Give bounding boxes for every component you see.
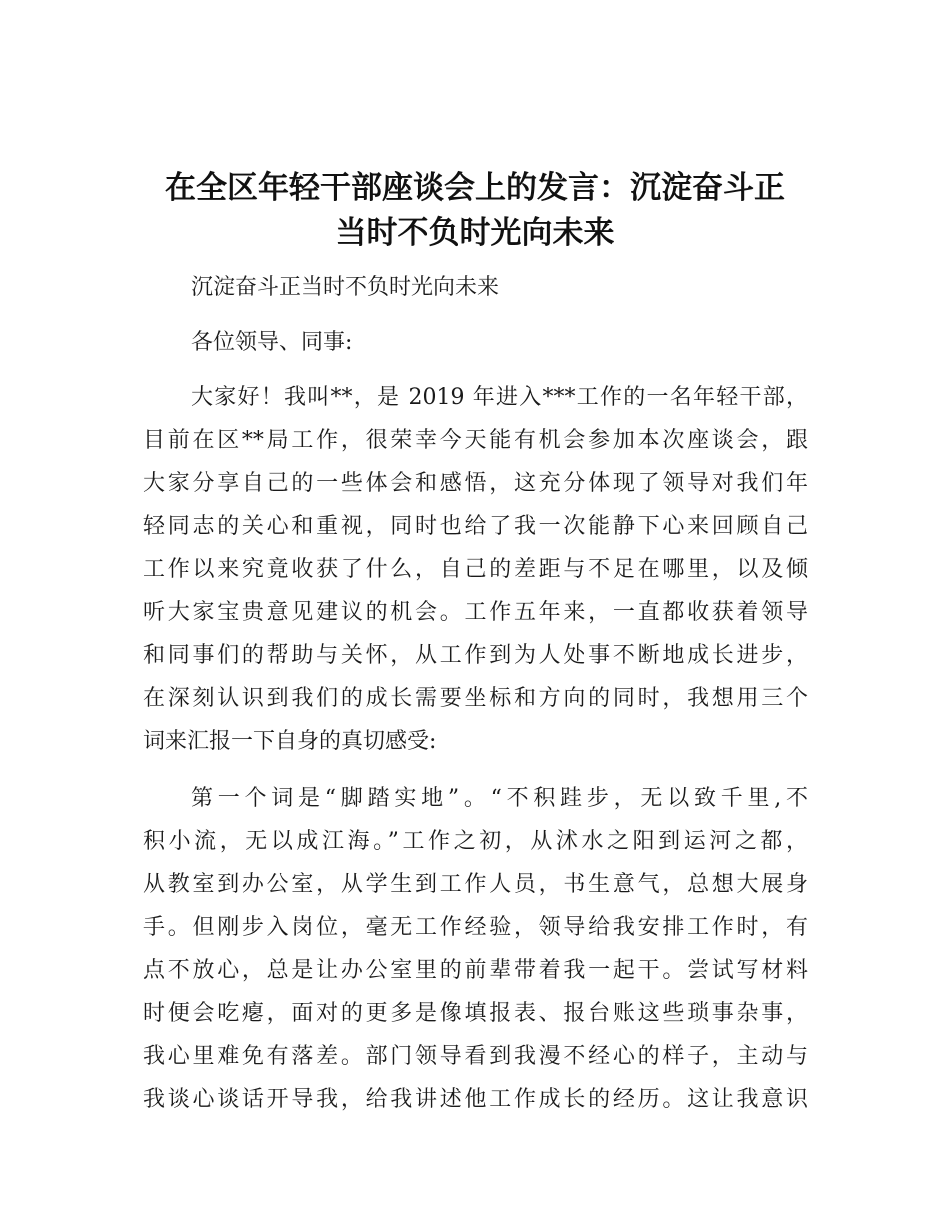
title-line-1: 在全区年轻干部座谈会上的发言：沉淀奋斗正 [165, 170, 785, 206]
text-line: 从教室到办公室，从学生到工作人员，书生意气，总想大展身 [143, 872, 808, 897]
text-line: 在深刻认识到我们的成长需要坐标和方向的同时，我想用三个 [143, 686, 808, 711]
subtitle: 沉淀奋斗正当时不负时光向未来 [191, 275, 500, 300]
text-line: 积小流，无以成江海。”工作之初，从沭水之阳到运河之都， [143, 829, 808, 854]
paragraph-introduction [143, 376, 808, 763]
text-line: 目前在区**局工作，很荣幸今天能有机会参加本次座谈会，跟 [143, 428, 808, 453]
text-line: 点不放心，总是让办公室里的前辈带着我一起干。尝试写材料 [143, 958, 808, 983]
text-line: 和同事们的帮助与关怀，从工作到为人处事不断地成长进步， [143, 643, 808, 668]
text-line: 时便会吃瘪，面对的更多是像填报表、报台账这些琐事杂事， [143, 1001, 808, 1026]
text-line: 大家分享自己的一些体会和感悟，这充分体现了领导对我们年 [143, 471, 808, 496]
text-line: 工作以来究竟收获了什么，自己的差距与不足在哪里，以及倾 [143, 557, 808, 582]
text-line: 大家好！我叫**，是 2019 年进入***工作的一名年轻干部， [191, 385, 808, 410]
paragraph-first-word [143, 777, 808, 1121]
title-line-2: 当时不负时光向未来 [335, 215, 615, 251]
document-title [140, 166, 810, 256]
text-line: 我谈心谈话开导我，给我讲述他工作成长的经历。这让我意识 [143, 1087, 808, 1112]
text-line: 词来汇报一下自身的真切感受: [143, 729, 437, 754]
text-line: 第一个词是“脚踏实地”。“不积跬步，无以致千里,不 [191, 786, 808, 811]
subtitle-paragraph [143, 266, 808, 309]
salutation: 各位领导、同事: [191, 330, 353, 355]
salutation-paragraph [143, 321, 808, 364]
text-line: 听大家宝贵意见建议的机会。工作五年来，一直都收获着领导 [143, 600, 808, 625]
document-body [143, 266, 808, 1121]
text-line: 我心里难免有落差。部门领导看到我漫不经心的样子，主动与 [143, 1044, 808, 1069]
text-line: 轻同志的关心和重视，同时也给了我一次能静下心来回顾自己 [143, 514, 808, 539]
text-line: 手。但刚步入岗位，毫无工作经验，领导给我安排工作时，有 [143, 915, 808, 940]
